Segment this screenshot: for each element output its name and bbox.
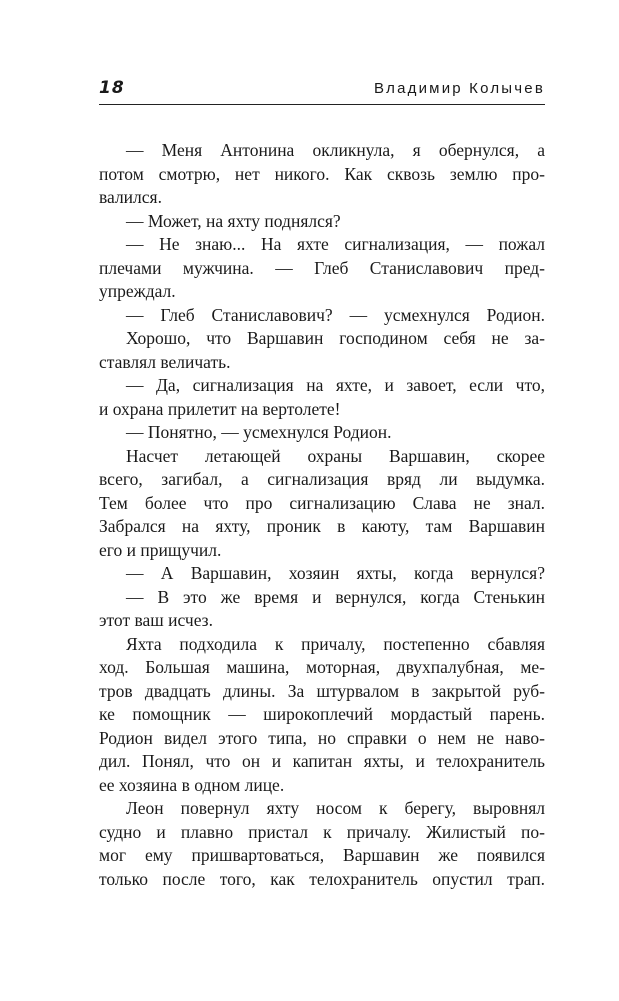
text-line: — В это же время и вернулся, когда Стенькин <box>126 586 545 607</box>
text-line: тров двадцать длины. За штурвалом в закрытой руб- <box>99 680 545 701</box>
text-line: упреждал. <box>99 281 176 301</box>
body-text <box>99 139 545 891</box>
text-line: — А Варшавин, хозяин яхты, когда вернулся? <box>126 563 545 583</box>
page-number: 18 <box>99 78 125 98</box>
page-header <box>99 78 545 105</box>
text-line: дил. Понял, что он и капитан яхты, и телохранитель <box>99 751 545 771</box>
text-line: ставлял величать. <box>99 351 231 372</box>
text-line: Родион видел этого типа, но справки о нем не наво- <box>99 727 545 748</box>
text-line: Хорошо, что Варшавин господином себя не за- <box>126 328 545 348</box>
running-title: Владимир Колычев <box>373 80 545 97</box>
text-line: плечами мужчина. — Глеб Станиславович пред- <box>99 257 545 278</box>
text-line: судно и плавно пристал к причалу. Жилистый по- <box>99 821 545 842</box>
text-line: — Меня Антонина окликнула, я обернулся, а <box>126 140 545 160</box>
text-line: потом смотрю, нет никого. Как сквозь землю про- <box>99 163 545 184</box>
text-line: — Понятно, — усмехнулся Родион. <box>126 422 392 442</box>
text-line: — Не знаю... На яхте сигнализация, — пожал <box>126 234 545 254</box>
text-line: Леон повернул яхту носом к берегу, выровнял <box>126 798 545 818</box>
text-line: Тем более что про сигнализацию Слава не знал. <box>99 492 545 513</box>
text-line: — Да, сигнализация на яхте, и завоет, если что, <box>126 375 545 395</box>
text-line: и охрана прилетит на вертолете! <box>99 398 341 419</box>
text-line: ке помощник — широкоплечий мордастый парень. <box>99 704 545 724</box>
text-line: валился. <box>99 187 162 207</box>
text-line: ход. Большая машина, моторная, двухпалубная, ме- <box>99 657 545 677</box>
text-line: мог ему пришвартоваться, Варшавин же появился <box>99 845 545 865</box>
text-line: Насчет летающей охраны Варшавин, скорее <box>126 445 545 466</box>
text-line: — Может, на яхту поднялся? <box>126 210 341 231</box>
text-line: его и прищучил. <box>99 539 222 560</box>
text-line: всего, загибал, а сигнализация вряд ли выдумка. <box>99 469 545 489</box>
text-line: ее хозяина в одном лице. <box>99 774 285 795</box>
text-line: Забрался на яхту, проник в каюту, там Варшавин <box>99 516 545 536</box>
text-line: только после того, как телохранитель опустил трап. <box>99 868 545 889</box>
text-line: — Глеб Станиславович? — усмехнулся Родион. <box>126 304 545 325</box>
text-line: Яхта подходила к причалу, постепенно сбавляя <box>126 633 545 654</box>
text-line: этот ваш исчез. <box>99 610 213 630</box>
